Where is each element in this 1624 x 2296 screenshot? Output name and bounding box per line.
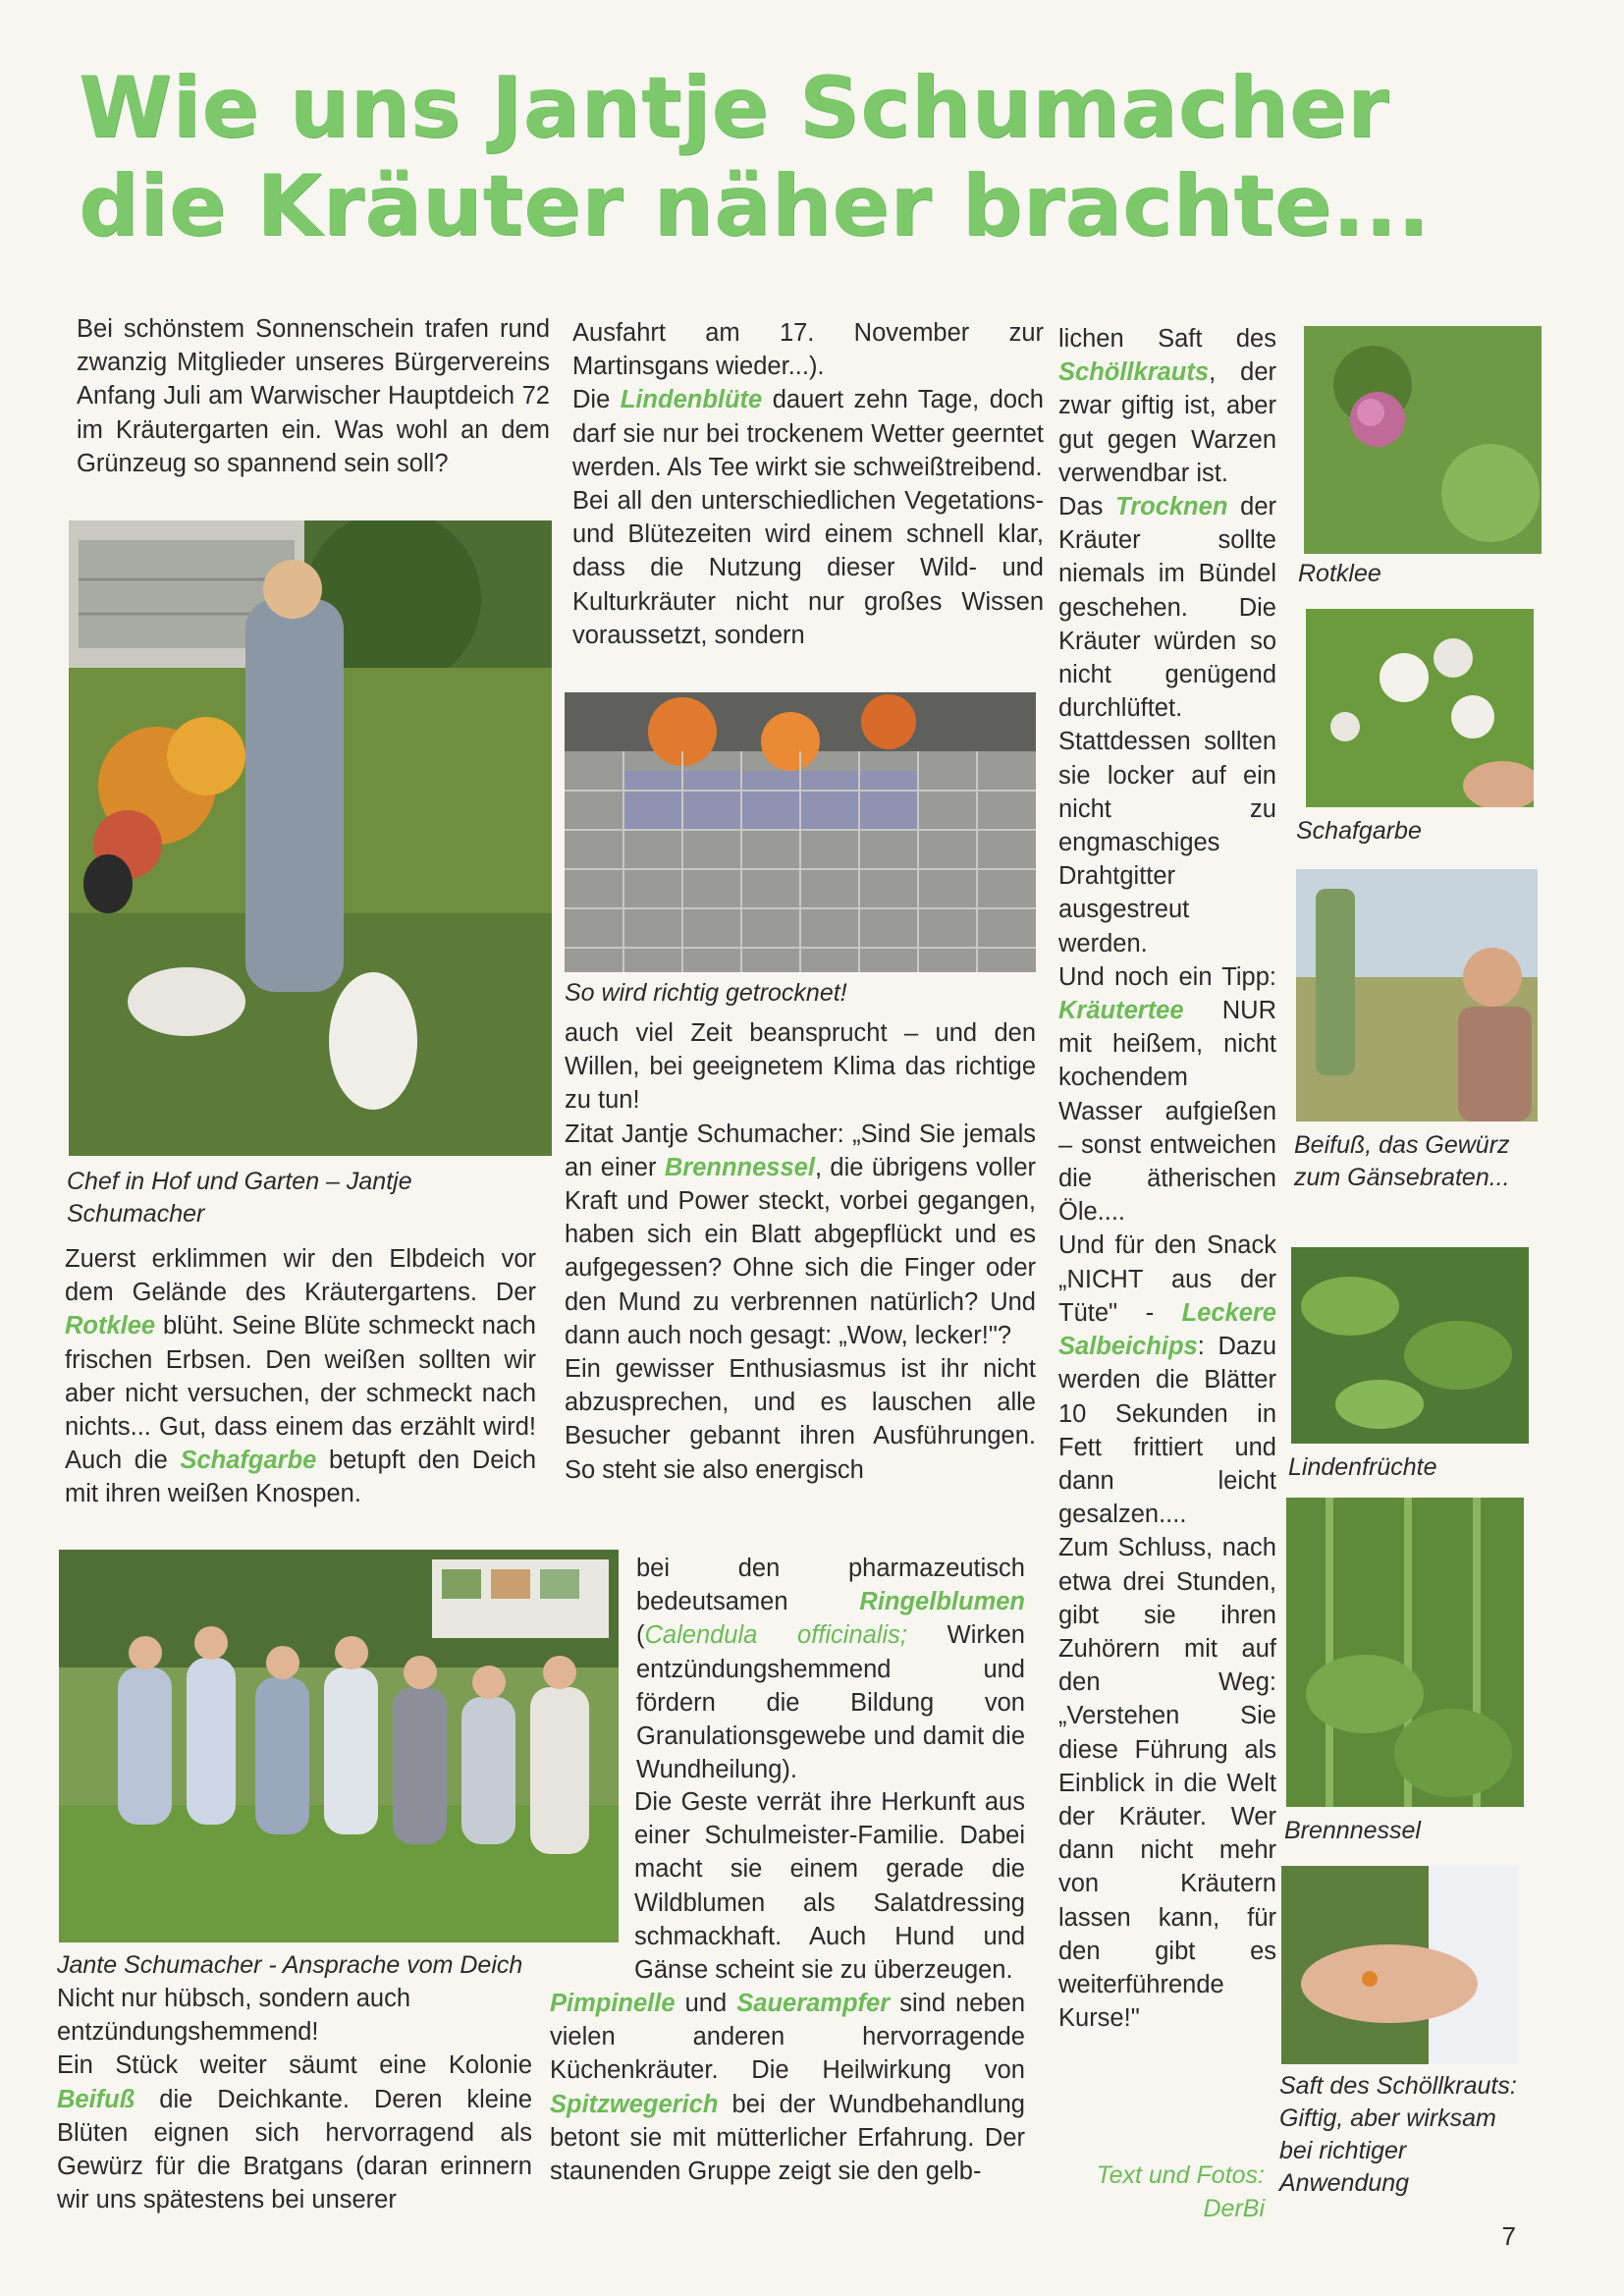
photo-rotklee — [1304, 326, 1542, 554]
credit-line-1: Text und Fotos: — [1096, 2161, 1265, 2189]
column-2-bottom-2 — [550, 1987, 1025, 2188]
paragraph-ringelblumen: bei den pharmazeutisch bedeutsamen Ringelblumen (Calendula officinalis; Wirken entzündungshemmend und fördern die Bildung von Granulationsgewebe und damit die Wundheilung). — [636, 1555, 1025, 1784]
rotklee-image — [1304, 326, 1542, 554]
paragraph-lindenbluete: Die Lindenblüte dauert zehn Tage, doch darf sie nur bei trockenem Wetter geerntet werden. Als Tee wirkt sie schweißtreibend. — [572, 386, 1044, 481]
column-1-bottom — [57, 1982, 532, 2216]
keyword-brennnessel: Brennnessel — [664, 1153, 815, 1181]
brennnessel-image — [1286, 1498, 1524, 1807]
photo-group-dike — [59, 1550, 619, 1942]
paragraph-quote: Zitat Jantje Schumacher: „Sind Sie jemals an einer Brennnessel, die übrigens voller Kraft und Power steckt, vorbei gegangen, haben sich ein Blatt abgepflückt und es aufgegessen? Ohne sich die Finger oder den Mund zu verbrennen natürlich? Und dann auch noch gesagt: „Wow, lecker!"? — [565, 1120, 1036, 1349]
paragraph-vegetation: Bei all den unterschiedlichen Vegetations- und Blütezeiten wird einem schnell klar, dass die Nutzung dieser Wild- und Kulturkräuter nicht nur großes Wissen voraussetzt, sondern — [572, 487, 1044, 649]
credit-line-2: DerBi — [1203, 2195, 1265, 2222]
column-2-top — [572, 316, 1044, 652]
title-line-2: die Kräuter näher brachte... — [79, 157, 1431, 255]
keyword-beifuss: Beifuß — [57, 2085, 135, 2113]
paragraph-patience: auch viel Zeit beansprucht – und den Willen, bei geeignetem Klima das richtige zu tun! — [565, 1019, 1036, 1115]
paragraph-pretty: Nicht nur hübsch, sondern auch entzündungshemmend! — [57, 1985, 411, 2047]
keyword-schoellkraut: Schöllkrauts — [1058, 358, 1210, 387]
photo-drying-rack-image — [565, 692, 1036, 972]
keyword-sauerampfer: Sauerampfer — [736, 1990, 891, 2017]
photo-beifuss — [1296, 869, 1538, 1121]
photo-lindenfruechte — [1291, 1247, 1529, 1444]
caption-jantje-garden: Chef in Hof und Garten – Jantje Schumacher — [67, 1168, 412, 1228]
paragraph-schluss: Zum Schluss, nach etwa drei Stunden, gibt sie ihren Zuhörern mit auf den Weg: „Verstehen Sie diese Führung als Einblick in die Welt der Kräuter. Wer dann nicht mehr von Kräutern lassen kann, für den gibt es weiterführende Kurse!" — [1058, 1534, 1276, 2033]
keyword-ringelblumen: Ringelblumen — [859, 1588, 1025, 1616]
lindenfruechte-image — [1291, 1247, 1529, 1444]
paragraph-enthusiasm: Ein gewisser Enthusiasmus ist ihr nicht abzusprechen, und es lauschen alle Besucher gebannt ihren Ausführungen. So steht sie also energisch — [565, 1355, 1036, 1484]
paragraph-kraeutertee: Und noch ein Tipp: Kräutertee NUR mit heißem, nicht kochendem Wasser aufgießen – sonst entweichen die ätherischen Öle.... — [1058, 962, 1276, 1227]
column-3 — [1058, 322, 1276, 2035]
photo-schafgarbe — [1306, 609, 1534, 807]
photo-jantje-garden — [69, 520, 552, 1156]
paragraph-salbeichips: Und für den Snack „NICHT aus der Tüte" - Leckere Salbeichips: Dazu werden die Blätter 10 Sekunden in Fett frittiert und dann leicht gesalzen.... — [1058, 1231, 1276, 1529]
intro-paragraph: Bei schönstem Sonnenschein trafen rund zwanzig Mitglieder unseres Bürgervereins Anfang Juli am Warwischer Hauptdeich 72 im Kräutergarten ein. Was wohl an dem Grünzeug so spannend sein soll? — [77, 315, 550, 477]
photo-jantje-garden-image — [69, 520, 552, 1156]
column-1-top — [77, 312, 550, 480]
paragraph-kuechenkraeuter: Pimpinelle und Sauerampfer sind neben vielen anderen hervorragende Küchenkräuter. Die Heilwirkung von Spitzwegerich bei der Wundbehandlung betont sie mit mütterlicher Erfahrung. Der staunenden Gruppe zeigt sie den gelb- — [550, 1990, 1025, 2186]
caption-group-dike: Jante Schumacher - Ansprache vom Deich — [57, 1951, 523, 1979]
page-title — [79, 59, 1571, 255]
column-2-bottom — [550, 1785, 1025, 1987]
photo-brennnessel — [1286, 1498, 1524, 1807]
keyword-lindenbluete: Lindenblüte — [620, 386, 763, 414]
keyword-salbeichips: Leckere Salbeichips — [1058, 1298, 1276, 1361]
photo-drying-rack — [565, 692, 1036, 972]
photo-schoellkraut — [1281, 1866, 1519, 2064]
photo-group-dike-image — [59, 1550, 619, 1942]
keyword-spitzwegerich: Spitzwegerich — [550, 2090, 719, 2118]
keyword-pimpinelle: Pimpinelle — [550, 1990, 676, 2017]
caption-schafgarbe: Schafgarbe — [1296, 817, 1422, 845]
paragraph-schulmeister: Die Geste verrät ihre Herkunft aus einer Schulmeister-Familie. Dabei macht sie einem gerade die Wildblumen als Salatdressing schmackhaft. Auch Hund und Gänse scheint sie zu überzeugen. — [634, 1788, 1025, 1985]
photo-credit — [1039, 2159, 1265, 2225]
paragraph-martinsgans: Ausfahrt am 17. November zur Martinsgans wieder...). — [572, 319, 1044, 381]
column-2-middle — [565, 1016, 1036, 1487]
column-1-middle — [65, 1242, 536, 1511]
caption-beifuss: Beifuß, das Gewürz zum Gänsebraten... — [1294, 1131, 1510, 1191]
caption-lindenfruechte: Lindenfrüchte — [1288, 1453, 1437, 1481]
caption-schoellkraut: Saft des Schöllkrauts: Giftig, aber wirksam bei richtiger Anwendung — [1279, 2072, 1517, 2197]
column-2-indented — [636, 1552, 1025, 1786]
caption-drying-rack: So wird richtig getrocknet! — [565, 979, 847, 1007]
beifuss-image — [1296, 869, 1538, 1121]
schoellkraut-image — [1281, 1866, 1519, 2064]
keyword-schafgarbe: Schafgarbe — [180, 1447, 317, 1475]
keyword-kraeutertee: Kräutertee — [1058, 997, 1184, 1025]
caption-rotklee: Rotklee — [1298, 560, 1381, 587]
paragraph-schoellkraut: lichen Saft des Schöllkrauts, der zwar giftig ist, aber gut gegen Warzen verwendbar ist. — [1058, 325, 1276, 487]
paragraph-trocknen: Das Trocknen der Kräuter sollte niemals im Bündel geschehen. Die Kräuter würden so nicht genügend durchlüftet. Stattdessen sollten sie locker auf ein nicht zu engmaschiges Drahtgitter ausgestreut werden. — [1058, 493, 1276, 957]
paragraph-beifuss: Ein Stück weiter säumt eine Kolonie Beifuß die Deichkante. Deren kleine Blüten eignen sich hervorragend als Gewürz für die Bratgans (daran erinnern wir uns spätestens bei unserer — [57, 2051, 532, 2214]
keyword-rotklee: Rotklee — [65, 1312, 156, 1340]
page-number: 7 — [1501, 2221, 1516, 2251]
keyword-trocknen: Trocknen — [1115, 493, 1228, 521]
caption-brennnessel: Brennnessel — [1284, 1817, 1421, 1844]
keyword-calendula: Calendula officinalis; — [644, 1621, 907, 1650]
paragraph-rotklee: Zuerst erklimmen wir den Elbdeich vor dem Gelände des Kräutergartens. Der Rotklee blüht. Seine Blüte schmeckt nach frischen Erbsen. Den weißen sollten wir aber nicht versuchen, der schmeckt nach nichts... Gut, dass einem das erzählt wird! Auch die Schafgarbe betupft den Deich mit ihren weißen Knospen. — [65, 1245, 536, 1508]
title-line-1: Wie uns Jantje Schumacher — [79, 59, 1389, 157]
schafgarbe-image — [1306, 609, 1534, 807]
